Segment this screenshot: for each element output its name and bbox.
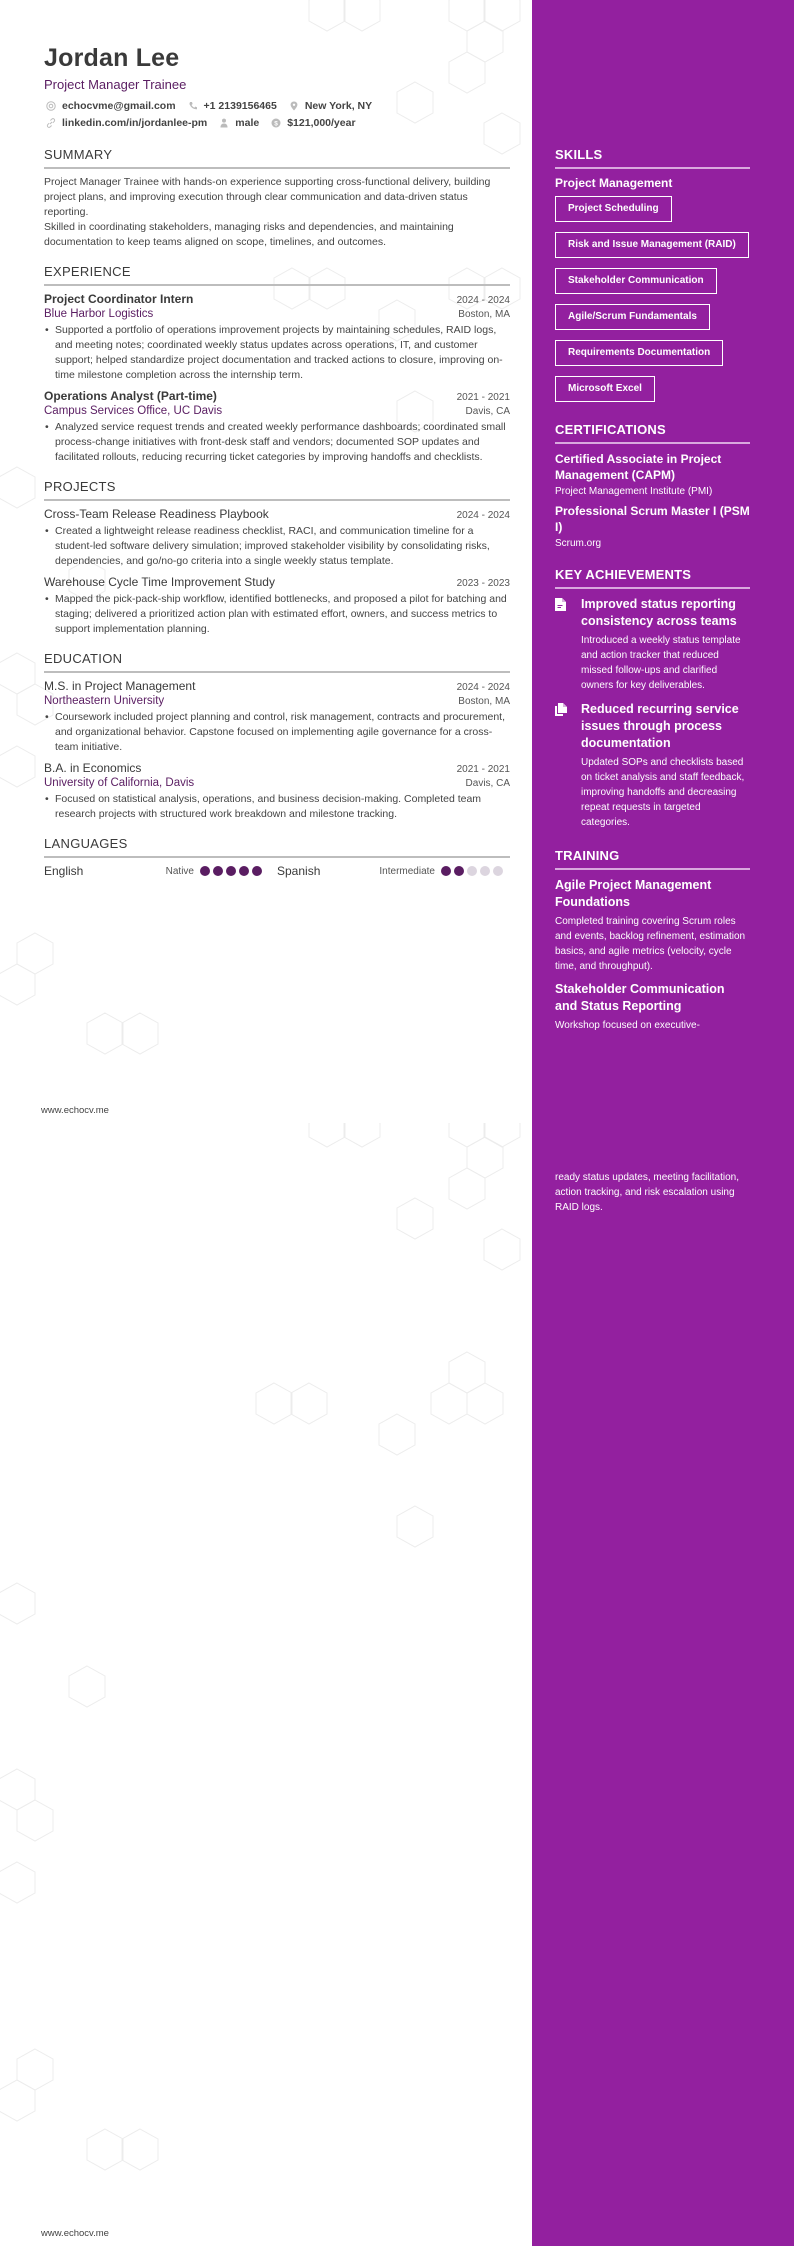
- training-desc: Workshop focused on executive-: [555, 1020, 700, 1031]
- education-heading: EDUCATION: [44, 651, 510, 673]
- job-dates: 2024 - 2024: [456, 295, 510, 306]
- achievement-item: [555, 596, 750, 693]
- hexagon-background-pattern: [0, 1123, 532, 2246]
- job-role: Project Coordinator Intern: [44, 292, 194, 306]
- dot-empty: [493, 866, 503, 876]
- job-role: Operations Analyst (Part-time): [44, 389, 217, 403]
- project-dates: 2024 - 2024: [456, 510, 510, 521]
- proficiency-dots: [441, 866, 503, 876]
- project-name: Cross-Team Release Readiness Playbook: [44, 507, 269, 521]
- footer-link[interactable]: www.echocv.me: [41, 1105, 109, 1116]
- achievements-section: [555, 567, 750, 830]
- skill-tag: Requirements Documentation: [555, 340, 723, 366]
- dot-filled: [213, 866, 223, 876]
- skill-tag: Microsoft Excel: [555, 376, 655, 402]
- education-section: [44, 651, 510, 822]
- summary-section: [44, 147, 510, 250]
- training-desc: Completed training covering Scrum roles and events, backlog refinement, estimation basics, and agile metrics (velocity, cycle time, and throughput).: [555, 916, 746, 972]
- education-dates: 2021 - 2021: [456, 764, 510, 775]
- phone-icon: [188, 101, 198, 111]
- languages-heading: LANGUAGES: [44, 836, 510, 858]
- skills-group-title: Project Management: [555, 176, 673, 190]
- experience-section: [44, 264, 510, 465]
- skill-tag: Project Scheduling: [555, 196, 672, 222]
- job-dates: 2021 - 2021: [456, 392, 510, 403]
- education-bullet: • Coursework included project planning and control, risk management, contracts and procurement, and organizational behavior. Capstone focused on implementing agile governance for a cross-team initiative.: [44, 710, 510, 755]
- achievement-title: Improved status reporting consistency across teams: [581, 597, 737, 628]
- coin-icon: [271, 118, 281, 128]
- certifications-section: [555, 422, 750, 549]
- projects-heading: PROJECTS: [44, 479, 510, 501]
- project-dates: 2023 - 2023: [456, 578, 510, 589]
- project-bullet: • Created a lightweight release readiness checklist, RACI, and communication timeline for a student-led software delivery simulation; improved stakeholder visibility by consolidating risks, dependencies, and go/no-go criteria into a single weekly status template.: [44, 524, 510, 569]
- achievement-title: Reduced recurring service issues through process documentation: [581, 702, 739, 750]
- main-column: [44, 44, 510, 878]
- degree-name: M.S. in Project Management: [44, 679, 196, 693]
- training-heading: TRAINING: [555, 848, 750, 870]
- dot-filled: [239, 866, 249, 876]
- location-text: New York, NY: [304, 99, 373, 112]
- resume-page-2: [0, 1123, 794, 2246]
- language-level: Intermediate: [379, 865, 435, 877]
- copy-icon: [555, 703, 567, 716]
- job-bullet: • Analyzed service request trends and created weekly performance dashboards; coordinated small process-change initiatives with front-desk staff and vendors; documented SOP updates and facilitated rollouts, reducing recurring ticket categories by improving handoffs and checklists.: [44, 420, 510, 465]
- email-text: echocvme@gmail.com: [62, 99, 176, 112]
- contact-location: [287, 100, 372, 112]
- training-title: Agile Project Management Foundations: [555, 878, 712, 909]
- project-bullet: • Mapped the pick-pack-ship workflow, identified bottlenecks, and proposed a pilot for batching and staging; delivered a prioritized action plan with estimated effort, owners, and success metrics to support implementation planning.: [44, 592, 510, 637]
- dot-filled: [200, 866, 210, 876]
- cert-name: Professional Scrum Master I (PSM I): [555, 504, 750, 534]
- cert-issuer: Scrum.org: [555, 538, 602, 549]
- file-icon: [555, 598, 566, 611]
- contact-info: [44, 97, 510, 131]
- experience-entry: [44, 389, 510, 465]
- company-name: Campus Services Office, UC Davis: [44, 405, 223, 417]
- job-location: Davis, CA: [465, 406, 510, 417]
- skill-tag: Agile/Scrum Fundamentals: [555, 304, 710, 330]
- dot-filled: [441, 866, 451, 876]
- candidate-name: Jordan Lee: [44, 44, 180, 72]
- dot-empty: [467, 866, 477, 876]
- skill-tag: Risk and Issue Management (RAID): [555, 232, 749, 258]
- language-name: Spanish: [277, 864, 321, 878]
- summary-paragraph: Project Manager Trainee with hands-on experience supporting cross-functional delivery, building project plans, and improving execution through clear communication and data-driven status reporting.: [44, 176, 491, 218]
- certifications-heading: CERTIFICATIONS: [555, 422, 750, 444]
- map-pin-icon: [289, 101, 299, 111]
- contact-gender: [217, 117, 259, 129]
- svg-text:$: $: [274, 119, 279, 127]
- skills-section: [555, 147, 750, 402]
- achievement-desc: Introduced a weekly status template and action tracker that reduced missed follow-ups and clarified owners for key deliverables.: [581, 635, 741, 691]
- training-title: Stakeholder Communication and Status Reporting: [555, 982, 725, 1013]
- at-icon: [46, 101, 56, 111]
- company-name: Blue Harbor Logistics: [44, 308, 154, 320]
- experience-entry: [44, 292, 510, 383]
- achievement-item: [555, 701, 750, 830]
- cert-issuer: Project Management Institute (PMI): [555, 486, 713, 497]
- project-entry: [44, 575, 510, 637]
- project-entry: [44, 507, 510, 569]
- footer-link[interactable]: www.echocv.me: [41, 2228, 109, 2239]
- gender-text: male: [235, 116, 260, 129]
- contact-linkedin[interactable]: [44, 117, 207, 129]
- summary-paragraph: Skilled in coordinating stakeholders, managing risks and dependencies, and maintaining documentation to keep teams aligned on scope, timelines, and outcomes.: [44, 221, 454, 248]
- job-location: Boston, MA: [458, 309, 510, 320]
- school-location: Boston, MA: [458, 696, 510, 707]
- link-icon: [46, 118, 56, 128]
- cert-name: Certified Associate in Project Management (CAPM): [555, 452, 722, 482]
- dot-filled: [226, 866, 236, 876]
- achievements-heading: KEY ACHIEVEMENTS: [555, 567, 750, 589]
- skill-tag: Stakeholder Communication: [555, 268, 717, 294]
- job-title: Project Manager Trainee: [44, 77, 187, 92]
- dot-empty: [480, 866, 490, 876]
- skills-heading: SKILLS: [555, 147, 750, 169]
- dot-filled: [252, 866, 262, 876]
- degree-name: B.A. in Economics: [44, 761, 142, 775]
- school-name: Northeastern University: [44, 695, 165, 707]
- education-dates: 2024 - 2024: [456, 682, 510, 693]
- dot-filled: [454, 866, 464, 876]
- contact-phone[interactable]: [186, 100, 277, 112]
- sidebar-continued: [555, 1167, 750, 1222]
- job-bullet: • Supported a portfolio of operations improvement projects by maintaining schedules, RAID logs, and meeting notes; coordinated weekly status updates across operations, IT, and customer support; helped standardize project documentation and tracked actions to closure, improving on-time milestone completion across the internship term.: [44, 323, 510, 383]
- education-bullet: • Focused on statistical analysis, operations, and business decision-making. Completed team research projects with structured work breakdown and milestone tracking.: [44, 792, 510, 822]
- language-item: [44, 864, 277, 878]
- language-item: [277, 864, 503, 878]
- school-name: University of California, Davis: [44, 777, 195, 789]
- summary-heading: SUMMARY: [44, 147, 510, 169]
- education-entry: [44, 679, 510, 755]
- sidebar: [555, 147, 750, 1040]
- training-section: [555, 848, 750, 1033]
- project-name: Warehouse Cycle Time Improvement Study: [44, 575, 275, 589]
- experience-heading: EXPERIENCE: [44, 264, 510, 286]
- linkedin-text: linkedin.com/in/jordanlee-pm: [62, 116, 208, 129]
- phone-text: +1 2139156465: [203, 99, 277, 112]
- language-name: English: [44, 864, 84, 878]
- school-location: Davis, CA: [465, 778, 510, 789]
- language-level: Native: [165, 865, 194, 877]
- achievement-desc: Updated SOPs and checklists based on ticket analysis and staff feedback, improving handoffs and decreasing repeat requests in targeted categories.: [581, 757, 745, 828]
- sidebar-background: [532, 1123, 794, 2246]
- education-entry: [44, 761, 510, 822]
- person-icon: [219, 118, 229, 128]
- contact-email[interactable]: [44, 100, 176, 112]
- training-desc-continued: ready status updates, meeting facilitation, action tracking, and risk escalation using RAID logs.: [555, 1172, 739, 1213]
- projects-section: [44, 479, 510, 637]
- salary-text: $121,000/year: [287, 116, 356, 129]
- proficiency-dots: [200, 866, 262, 876]
- contact-salary: [269, 117, 355, 129]
- languages-section: [44, 836, 510, 878]
